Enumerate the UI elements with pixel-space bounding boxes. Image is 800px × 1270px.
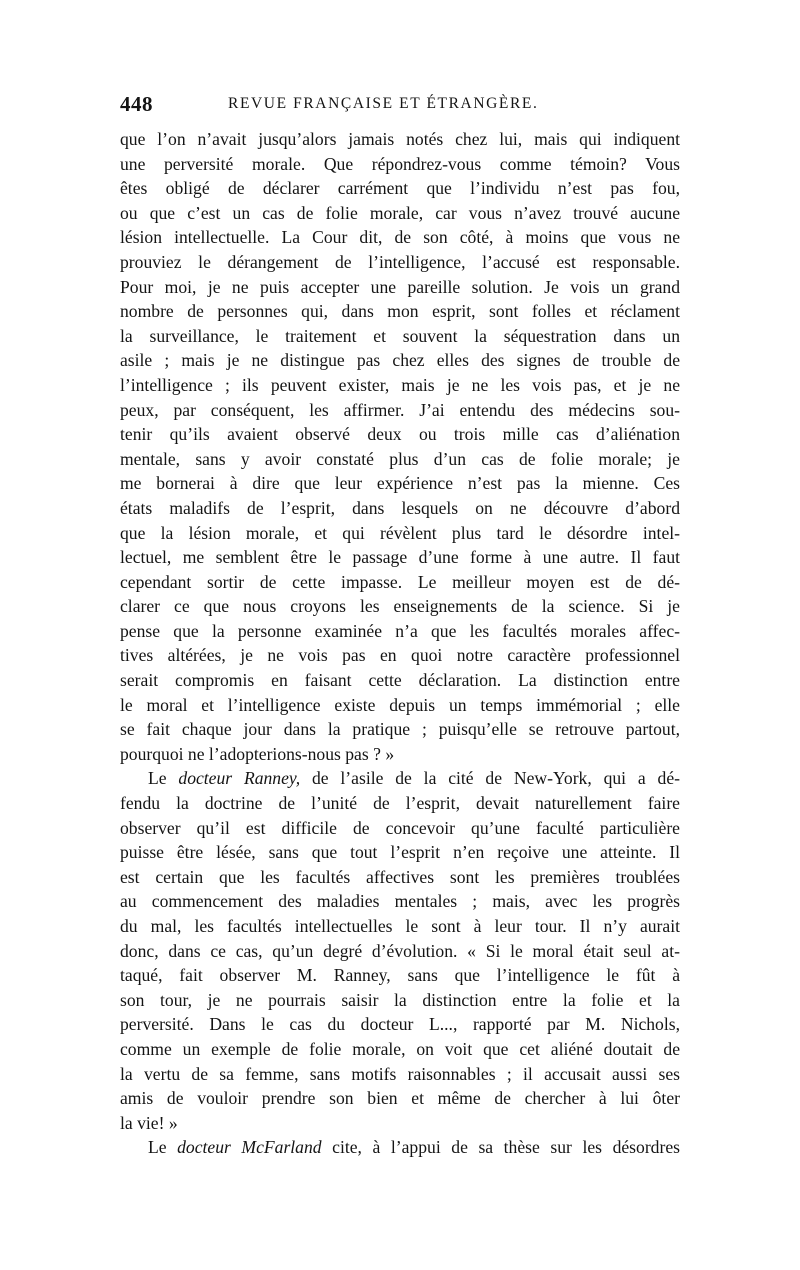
text-line: du mal, les facultés intellectuelles le sont à leur tour. Il n’y aurait <box>120 916 680 936</box>
text-line: la vertu de sa femme, sans motifs raisonnables ; il accusait aussi ses <box>120 1063 680 1084</box>
text-line: au commencement des maladies mentales ; mais, avec les progrès <box>120 891 680 912</box>
text-line-segment: cite, à l’appui de sa thèse sur les désordres <box>321 1137 680 1158</box>
page-header <box>120 92 680 116</box>
text-line: Pour moi, je ne puis accepter une pareille solution. Je vois un grand <box>120 276 680 297</box>
text-line: la vie! » <box>120 1112 178 1133</box>
text-line <box>120 766 680 791</box>
text-line: ou que c’est un cas de folie morale, car vous n’avez trouvé aucune <box>120 202 680 223</box>
text-line: clarer ce que nous croyons les enseignements de la science. Si je <box>120 596 680 617</box>
text-line: peux, par conséquent, les affirmer. J’ai entendu des médecins sou- <box>120 399 680 420</box>
text-line: que la lésion morale, et qui révèlent plus tard le désordre intel- <box>120 522 680 543</box>
italic-name: docteur McFarland <box>177 1137 322 1158</box>
text-line: perversité. Dans le cas du docteur L..., rapporté par M. Nichols, <box>120 1014 680 1035</box>
text-line-segment: de l’asile de la cité de New-York, qui a dé- <box>300 768 680 789</box>
text-line: êtes obligé de déclarer carrément que l’individu n’est pas fou, <box>120 178 680 199</box>
text-line: fendu la doctrine de l’unité de l’esprit, devait naturellement faire <box>120 793 680 814</box>
text-line: prouviez le dérangement de l’intelligence, l’accusé est responsable. <box>120 251 680 272</box>
text-line <box>120 1135 680 1160</box>
text-line: comme un exemple de folie morale, on voit que cet aliéné doutait de <box>120 1038 680 1059</box>
text-line: états maladifs de l’esprit, dans lesquels on ne découvre d’abord <box>120 497 680 518</box>
text-line: me bornerai à dire que leur expérience n’est pas la mienne. Ces <box>120 473 680 494</box>
text-line: pourquoi ne l’adopterions-nous pas ? » <box>120 743 395 764</box>
text-line: une perversité morale. Que répondrez-vous comme témoin? Vous <box>120 153 680 174</box>
text-line: serait compromis en faisant cette déclaration. La distinction entre <box>120 670 680 691</box>
text-line: la surveillance, le traitement et souvent la séquestration dans un <box>120 325 680 346</box>
text-line: est certain que les facultés affectives sont les premières troublées <box>120 866 680 887</box>
italic-name: docteur Ranney, <box>178 768 301 789</box>
page-number: 448 <box>120 92 153 116</box>
text-line: pense que la personne examinée n’a que les facultés morales affec- <box>120 620 680 641</box>
text-line: lésion intellectuelle. La Cour dit, de son côté, à moins que vous ne <box>120 227 680 248</box>
text-line: cependant sortir de cette impasse. Le meilleur moyen est de dé- <box>120 571 680 592</box>
text-line: tives altérées, je ne vois pas en quoi notre caractère professionnel <box>120 645 680 666</box>
text-line: amis de vouloir prendre son bien et même de chercher à lui ôter <box>120 1088 680 1109</box>
text-line: lectuel, me semblent être le passage d’une forme à une autre. Il faut <box>120 547 680 568</box>
text-line: observer qu’il est difficile de concevoir qu’une faculté particulière <box>120 817 680 838</box>
body-text <box>120 127 680 1160</box>
text-line: le moral et l’intelligence existe depuis un temps immémorial ; elle <box>120 694 680 715</box>
text-line: taqué, fait observer M. Ranney, sans que l’intelligence le fût à <box>120 965 680 986</box>
text-line: tenir qu’ils avaient observé deux ou trois mille cas d’aliénation <box>120 424 680 445</box>
text-line: son tour, je ne pourrais saisir la distinction entre la folie et la <box>120 989 680 1010</box>
text-line: donc, dans ce cas, qu’un degré d’évolution. « Si le moral était seul at- <box>120 940 680 961</box>
text-line: que l’on n’avait jusqu’alors jamais notés chez lui, mais qui indiquent <box>120 129 680 149</box>
text-line-segment: Le <box>148 768 179 789</box>
text-line: se fait chaque jour dans la pratique ; puisqu’elle se retrouve partout, <box>120 719 680 740</box>
text-line: mentale, sans y avoir constaté plus d’un cas de folie morale; je <box>120 448 680 469</box>
text-line: nombre de personnes qui, dans mon esprit, sont folles et réclament <box>120 301 680 322</box>
text-line: asile ; mais je ne distingue pas chez elles des signes de trouble de <box>120 350 680 371</box>
running-head: REVUE FRANÇAISE ET ÉTRANGÈRE. <box>228 95 539 112</box>
text-line: puisse être lésée, sans que tout l’esprit n’en reçoive une atteinte. Il <box>120 842 680 863</box>
text-line-segment: Le <box>148 1137 178 1158</box>
text-line: l’intelligence ; ils peuvent exister, mais je ne les vois pas, et je ne <box>120 374 680 395</box>
